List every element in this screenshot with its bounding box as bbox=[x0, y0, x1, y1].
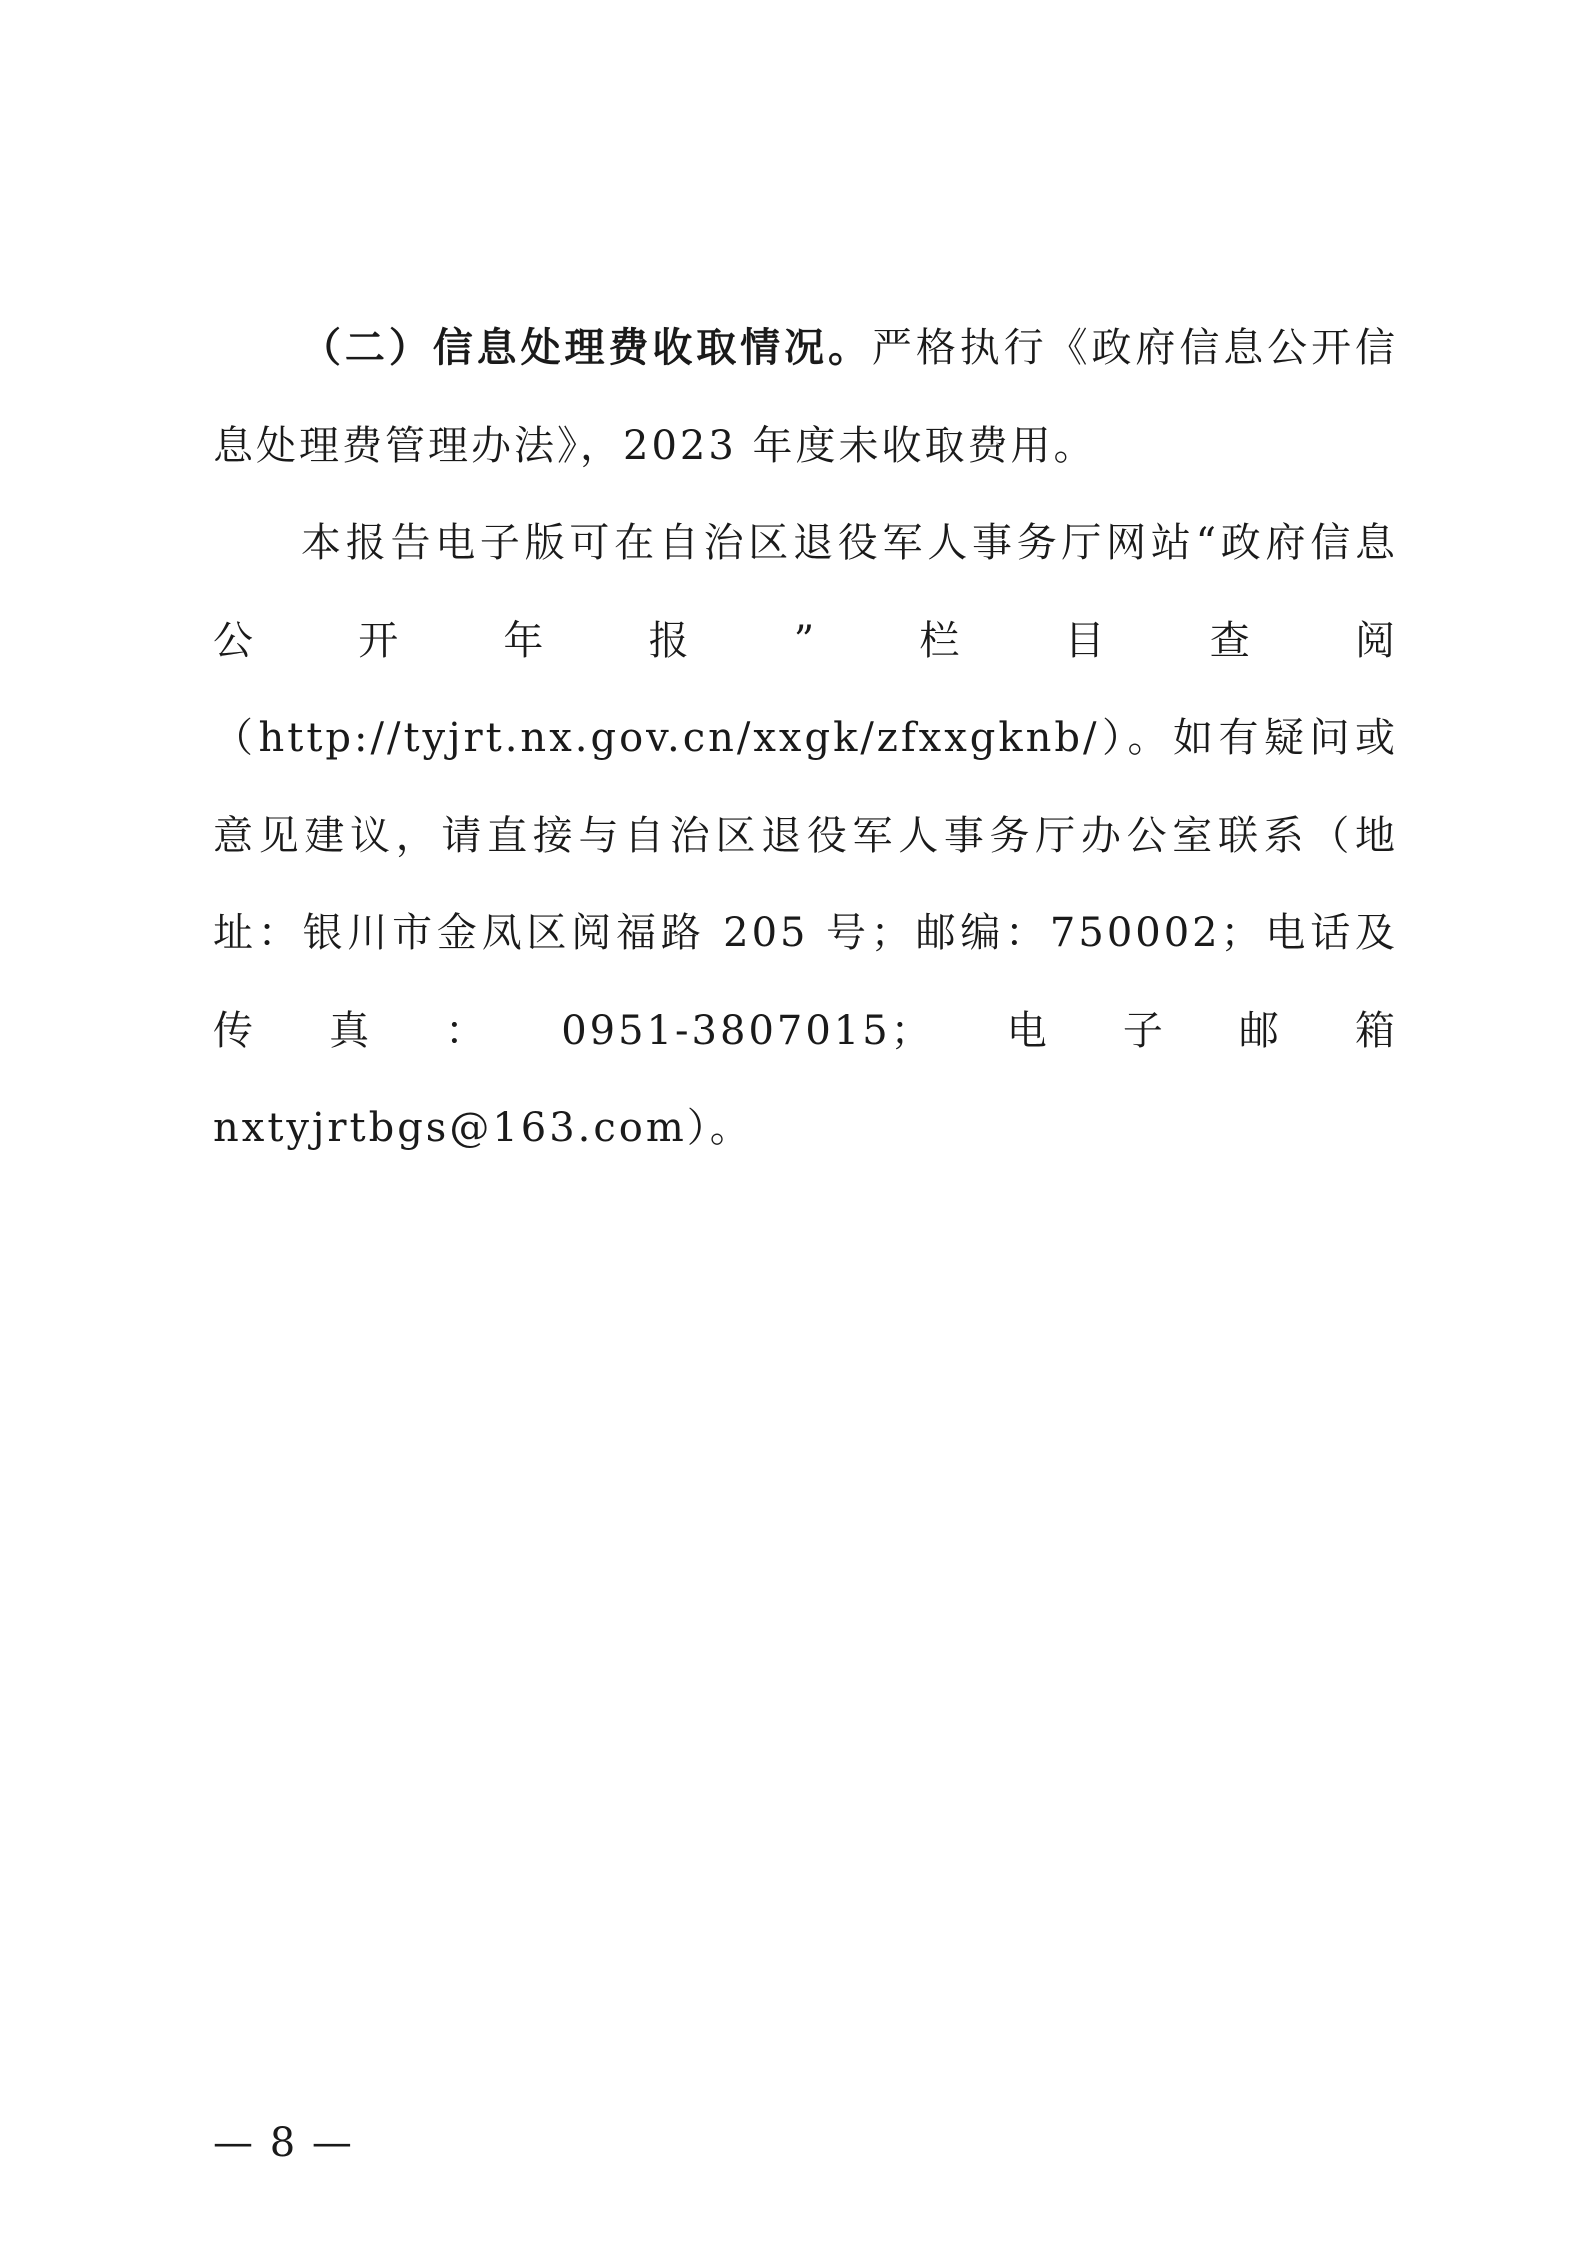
page-number: — 8 — bbox=[213, 2120, 354, 2166]
document-body bbox=[213, 300, 1398, 1178]
report-access-paragraph: 本报告电子版可在自治区退役军人事务厅网站“政府信息公开年报”栏目查阅（http://tyjrt.nx.gov.cn/xxgk/zfxxgknb/）。如有疑问或意见建议，请直接与自治区退役军人事务厅办公室联系（地址：银川市金凤区阅福路 205 号；邮编：750002；电话及传真：0951-3807015；电子邮箱 nxtyjrtbgs@163.com）。 bbox=[213, 520, 1398, 1151]
fee-section-text: 严格执行《政府信息公开信息处理费管理办法》，2023 年度未收取费用。 bbox=[213, 325, 1399, 469]
fee-paragraph bbox=[213, 300, 1398, 495]
fee-section-heading: （二）信息处理费收取情况。 bbox=[301, 325, 872, 371]
